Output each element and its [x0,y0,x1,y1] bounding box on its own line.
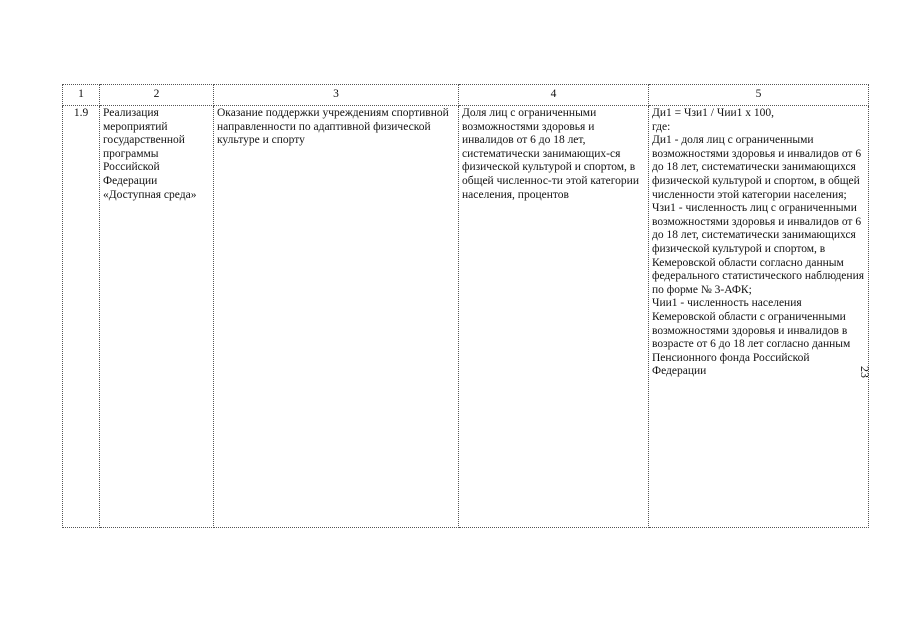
indicator-cell: Доля лиц с ограниченными возможностями здоровья и инвалидов от 6 до 18 лет, систематически занимающих-ся физической культурой и спортом, в общей численнос-ти этой категории населения, процентов [459,106,649,528]
formula-cell [649,106,869,528]
page-number: 23 [858,366,872,378]
formula-line: Чзи1 - численность лиц с ограниченными возможностями здоровья и инвалидов от 6 до 18 лет, систематически занимающихся физической культурой и спортом, в Кемеровской области согласно данным федерального статистического наблюдения по форме № 3-АФК; [652,202,865,296]
formula-line: Ди1 - доля лиц с ограниченными возможностями здоровья и инвалидов от 6 до 18 лет, систематически занимающихся физической культурой и спортом, в общей численности этой категории населения; [652,134,862,201]
action-cell: Оказание поддержки учреждениям спортивной направленности по адаптивной физической культуре и спорту [214,106,459,528]
formula-line: где: [652,120,671,133]
program-cell: Реализация мероприятий государственной программы Российской Федерации «Доступная среда» [100,106,214,528]
document-table [62,84,869,528]
header-col-4: 4 [459,85,649,106]
header-col-3: 3 [214,85,459,106]
formula-line: Чии1 - численность населения Кемеровской области с ограниченными возможностями здоровья и инвалидов в возрасте от 6 до 18 лет согласно данным Пенсионного фонда Российской Федерации [652,297,851,378]
table-row [63,106,869,528]
header-col-5: 5 [649,85,869,106]
row-number: 1.9 [63,106,100,528]
formula-line: Ди1 = Чзи1 / Чии1 х 100, [652,107,775,119]
table-header-row [63,85,869,106]
header-col-2: 2 [100,85,214,106]
header-col-1: 1 [63,85,100,106]
